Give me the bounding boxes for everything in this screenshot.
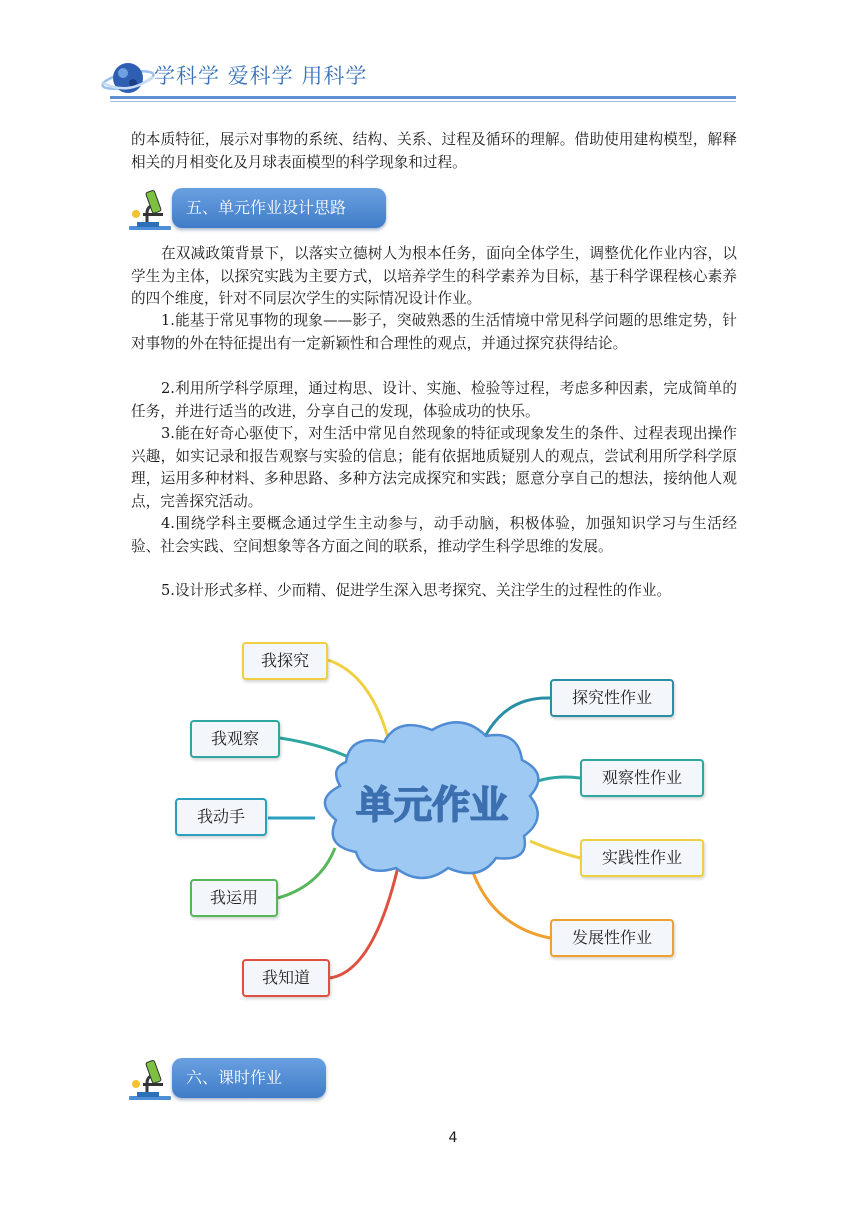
page-header bbox=[96, 52, 736, 104]
connector-develop-work bbox=[470, 864, 550, 938]
header-divider-thin bbox=[110, 101, 736, 102]
section-5-item-4: 4.围绕学科主要概念通过学生主动参与，动手动脑，积极体验，加强知识学习与生活经验、社会实践、空间想象等各方面之间的联系，推动学生科学思维的发展。 bbox=[131, 515, 737, 555]
mindmap-node-apply: 我运用 bbox=[190, 879, 278, 917]
page-number: 4 bbox=[448, 1130, 458, 1146]
mindmap-center-label: 单元作业 bbox=[355, 783, 509, 827]
intro-paragraph: 的本质特征，展示对事物的系统、结构、关系、过程及循环的理解。借助使用建构模型，解释相关的月相变化及月球表面模型的科学现象和过程。 bbox=[131, 131, 737, 171]
mindmap-node-explore-work: 探究性作业 bbox=[550, 679, 674, 717]
header-title: 学科学 爱科学 用科学 bbox=[154, 64, 368, 88]
section-5-title: 五、单元作业设计思路 bbox=[172, 188, 386, 228]
section-5-item-3: 3.能在好奇心驱使下，对生活中常见自然现象的特征或现象发生的条件、过程表现出操作兴趣，如实记录和报告观察与实验的信息；能有依据地质疑别人的观点，尝试利用所学科学原理，运用多种材料、多种思路、多种方法完成探究和实践；愿意分享自己的想法，接纳他人观点，完善探究活动。 bbox=[131, 425, 737, 510]
header-divider bbox=[110, 96, 736, 99]
mindmap-node-practice-work: 实践性作业 bbox=[580, 839, 704, 877]
section-5-item-2: 2.利用所学科学原理，通过构思、设计、实施、检验等过程，考虑多种因素，完成简单的任务，并进行适当的改进，分享自己的发现，体验成功的快乐。 bbox=[131, 380, 737, 420]
section-5-paragraph: 在双减政策背景下，以落实立德树人为根本任务，面向全体学生，调整优化作业内容，以学生为主体，以探究实践为主要方式，以培养学生的科学素养为目标，基于科学课程核心素养的四个维度，针对不同层次学生的实际情况设计作业。 bbox=[131, 245, 737, 307]
section-5-item-5: 5.设计形式多样、少而精、促进学生深入思考探究、关注学生的过程性的作业。 bbox=[161, 582, 672, 599]
connector-explore bbox=[328, 660, 392, 754]
mindmap-node-know: 我知道 bbox=[242, 959, 330, 997]
connector-practice-work bbox=[530, 841, 580, 858]
section-5-item-1: 1.能基于常见事物的现象——影子，突破熟悉的生活情境中常见科学问题的思维定势，针对事物的外在特征提出有一定新颖性和合理性的观点，并通过探究获得结论。 bbox=[131, 312, 737, 352]
mindmap-node-develop-work: 发展性作业 bbox=[550, 919, 674, 957]
mindmap-node-observe-work: 观察性作业 bbox=[580, 759, 704, 797]
mindmap-node-explore: 我探究 bbox=[242, 642, 328, 680]
microscope-icon bbox=[127, 1057, 177, 1103]
connector-apply bbox=[278, 848, 335, 898]
microscope-icon bbox=[127, 187, 177, 233]
unit-homework-mindmap bbox=[170, 636, 710, 1008]
globe-logo-icon bbox=[100, 58, 156, 98]
connector-know bbox=[330, 858, 400, 978]
mindmap-node-observe: 我观察 bbox=[190, 720, 280, 758]
mindmap-node-handson: 我动手 bbox=[175, 798, 267, 836]
section-6-title: 六、课时作业 bbox=[172, 1058, 326, 1098]
